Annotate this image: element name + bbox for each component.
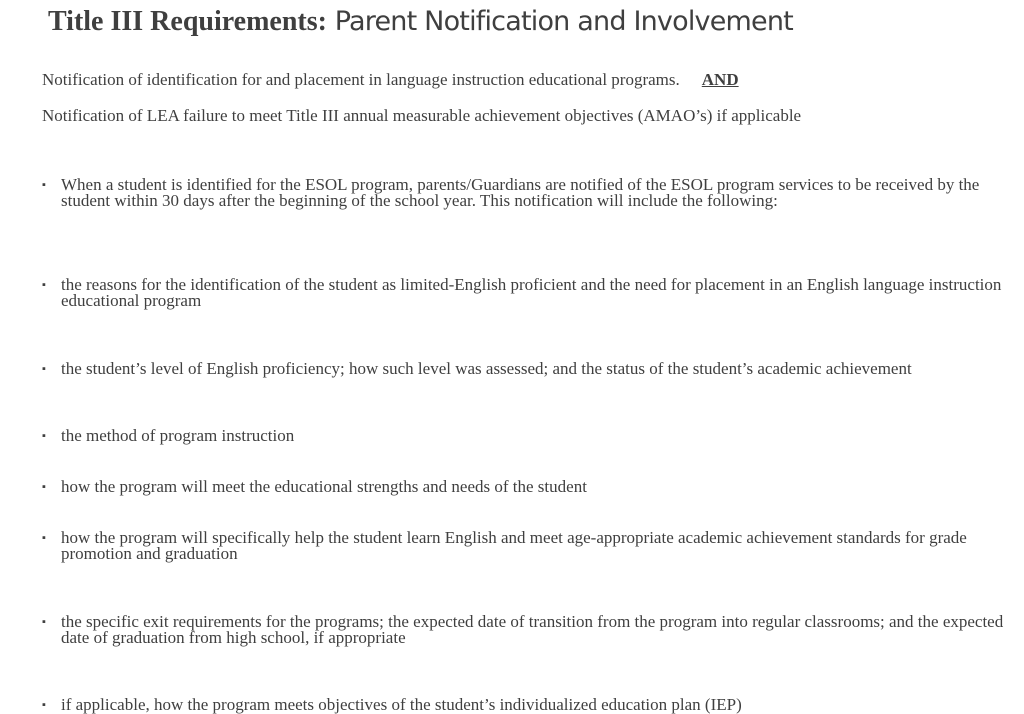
bullet-marker-icon: ▪ — [42, 481, 46, 493]
list-item-text: the method of program instruction — [61, 426, 295, 445]
list-item-text: if applicable, how the program meets objectives of the student’s individualized education plan (IEP) — [61, 695, 742, 714]
list-item — [42, 530, 1021, 562]
intro-line-identification — [42, 70, 739, 90]
slide-title-bold: Title III Requirements: — [48, 6, 327, 37]
slide-title — [48, 0, 793, 41]
list-item-text: When a student is identified for the ESOL program, parents/Guardians are notified of the ESOL program services to be received by the student within 30 days after the beginning of the school year. This notification will include the following: — [61, 175, 980, 210]
list-item — [42, 697, 1021, 713]
bullet-marker-icon: ▪ — [42, 532, 46, 544]
list-item-text: the student’s level of English proficiency; how such level was assessed; and the status of the student’s academic achievement — [61, 359, 912, 378]
list-item-text: the reasons for the identification of the student as limited-English proficient and the need for placement in an English language instruction educational program — [61, 275, 1002, 310]
list-item — [42, 177, 1021, 209]
list-item — [42, 614, 1021, 646]
list-item — [42, 277, 1021, 309]
list-item-text: how the program will specifically help the student learn English and meet age-appropriate academic achievement standards for grade promotion and graduation — [61, 528, 967, 563]
intro-line-1-text: Notification of identification for and placement in language instruction educational programs. — [42, 70, 680, 89]
list-item-text: the specific exit requirements for the programs; the expected date of transition from the program into regular classrooms; and the expected date of graduation from high school, if appropriate — [61, 612, 1004, 647]
list-item — [42, 428, 1021, 444]
and-keyword: AND — [701, 70, 739, 89]
intro-line-lea-failure: Notification of LEA failure to meet Title III annual measurable achievement objectives (AMAO’s) if applicable — [42, 106, 802, 125]
requirements-list — [42, 175, 1004, 714]
bullet-marker-icon: ▪ — [42, 616, 46, 628]
bullet-marker-icon: ▪ — [42, 279, 46, 291]
bullet-marker-icon: ▪ — [42, 179, 46, 191]
bullet-marker-icon: ▪ — [42, 699, 46, 711]
bullet-marker-icon: ▪ — [42, 430, 46, 442]
list-item — [42, 479, 1021, 495]
slide-title-rest: Parent Notification and Involvement — [326, 6, 793, 37]
list-item-text: how the program will meet the educational strengths and needs of the student — [61, 477, 587, 496]
bullet-marker-icon: ▪ — [42, 363, 46, 375]
list-item — [42, 361, 1021, 377]
